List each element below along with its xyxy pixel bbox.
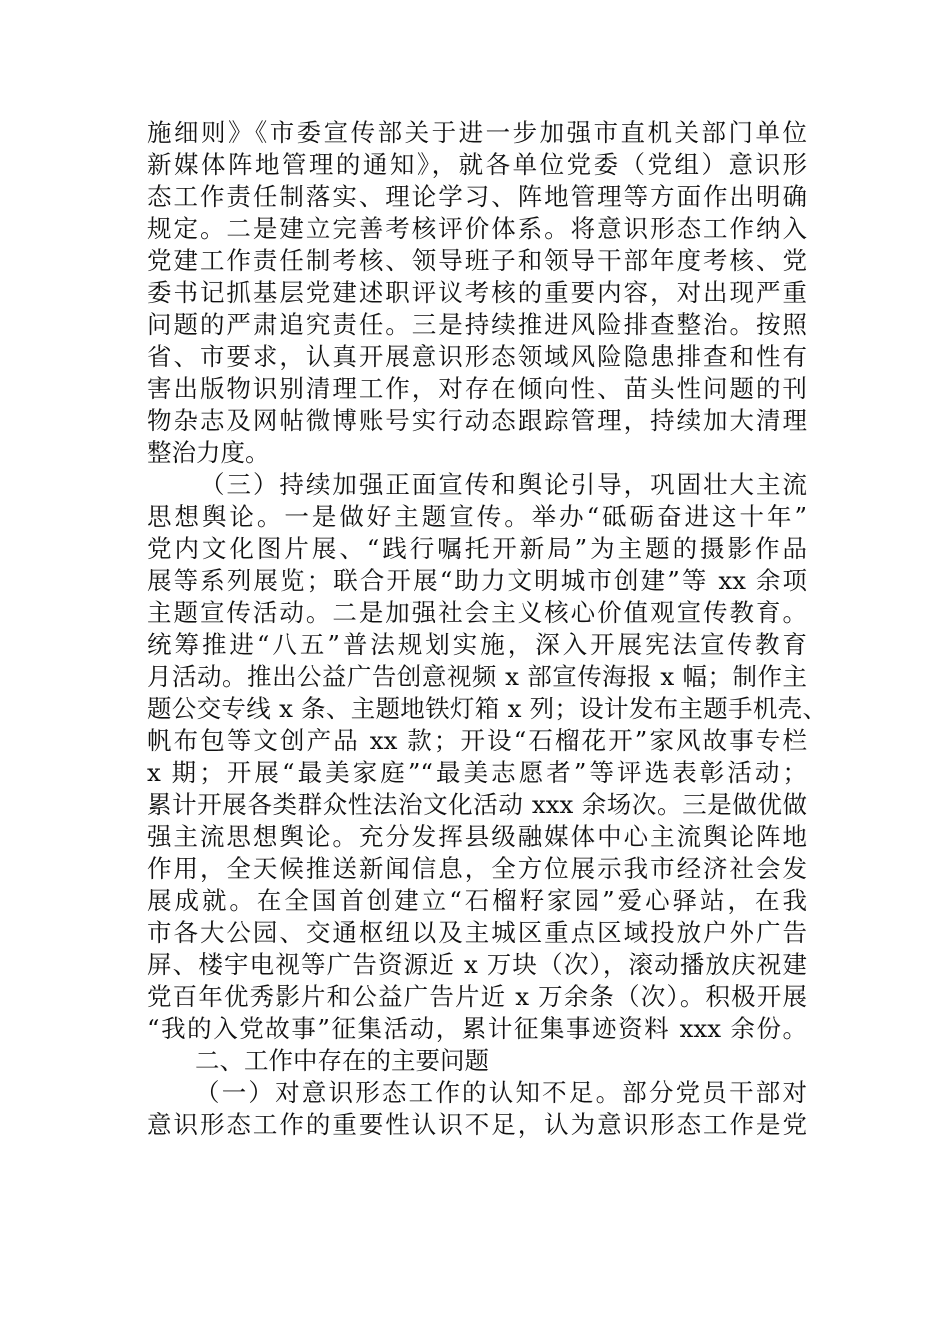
body-text-line: 题公交专线 x 条、主题地铁灯箱 x 列；设计发布主题手机壳、 [147,694,827,723]
body-text-line: 意识形态工作的重要性认识不足，认为意识形态工作是党 [147,1110,807,1139]
body-text-line: 强主流思想舆论。充分发挥县级融媒体中心主流舆论阵地 [147,822,807,851]
body-text-line: 展等系列展览；联合开展“助力文明城市创建”等 xx 余项 [147,566,807,595]
body-text-line: 新媒体阵地管理的通知》，就各单位党委（党组）意识形 [147,150,807,179]
body-text-line: 规定。二是建立完善考核评价体系。将意识形态工作纳入 [147,214,807,243]
body-text-line: 问题的严肃追究责任。三是持续推进风险排查整治。按照 [147,310,807,339]
body-text-line: 物杂志及网帖微博账号实行动态跟踪管理，持续加大清理 [147,406,807,435]
body-text-line: 主题宣传活动。二是加强社会主义核心价值观宣传教育。 [147,598,807,627]
body-text-line: 月活动。推出公益广告创意视频 x 部宣传海报 x 幅；制作主 [147,662,807,691]
body-text-line: x 期；开展“最美家庭”“最美志愿者”等评选表彰活动； [147,758,807,787]
section-paragraph-start: （一）对意识形态工作的认知不足。部分党员干部对 [195,1078,807,1107]
body-text-line: “我的入党故事”征集活动，累计征集事迹资料 xxx 余份。 [147,1014,807,1043]
section-paragraph-start: （三）持续加强正面宣传和舆论引导，巩固壮大主流 [200,470,807,499]
body-text-line: 帆布包等文创产品 xx 款；开设“石榴花开”家风故事专栏 [147,726,807,755]
body-text-line: 党内文化图片展、“践行嘱托开新局”为主题的摄影作品 [147,534,807,563]
section-heading: 二、工作中存在的主要问题 [195,1046,489,1075]
body-text-line: 思想舆论。一是做好主题宣传。举办“砥砺奋进这十年” [147,502,807,531]
body-text-line: 委书记抓基层党建述职评议考核的重要内容，对出现严重 [147,278,807,307]
body-text-line: 屏、楼宇电视等广告资源近 x 万块（次），滚动播放庆祝建 [147,950,807,979]
body-text-line: 害出版物识别清理工作，对存在倾向性、苗头性问题的刊 [147,374,807,403]
body-text-line: 党百年优秀影片和公益广告片近 x 万余条（次）。积极开展 [147,982,807,1011]
body-text-line: 展成就。在全国首创建立“石榴籽家园”爱心驿站，在我 [147,886,807,915]
body-text-line: 统筹推进“八五”普法规划实施，深入开展宪法宣传教育 [147,630,807,659]
body-text-line: 党建工作责任制考核、领导班子和领导干部年度考核、党 [147,246,807,275]
body-text-line: 累计开展各类群众性法治文化活动 xxx 余场次。三是做优做 [147,790,807,819]
body-text-line: 施细则》《市委宣传部关于进一步加强市直机关部门单位 [147,118,807,147]
body-text-line: 态工作责任制落实、理论学习、阵地管理等方面作出明确 [147,182,807,211]
body-text-line: 市各大公园、交通枢纽以及主城区重点区域投放户外广告 [147,918,807,947]
body-text-line: 作用，全天候推送新闻信息，全方位展示我市经济社会发 [147,854,807,883]
body-text-line: 整治力度。 [147,438,270,467]
body-text-line: 省、市要求，认真开展意识形态领域风险隐患排查和性有 [147,342,807,371]
